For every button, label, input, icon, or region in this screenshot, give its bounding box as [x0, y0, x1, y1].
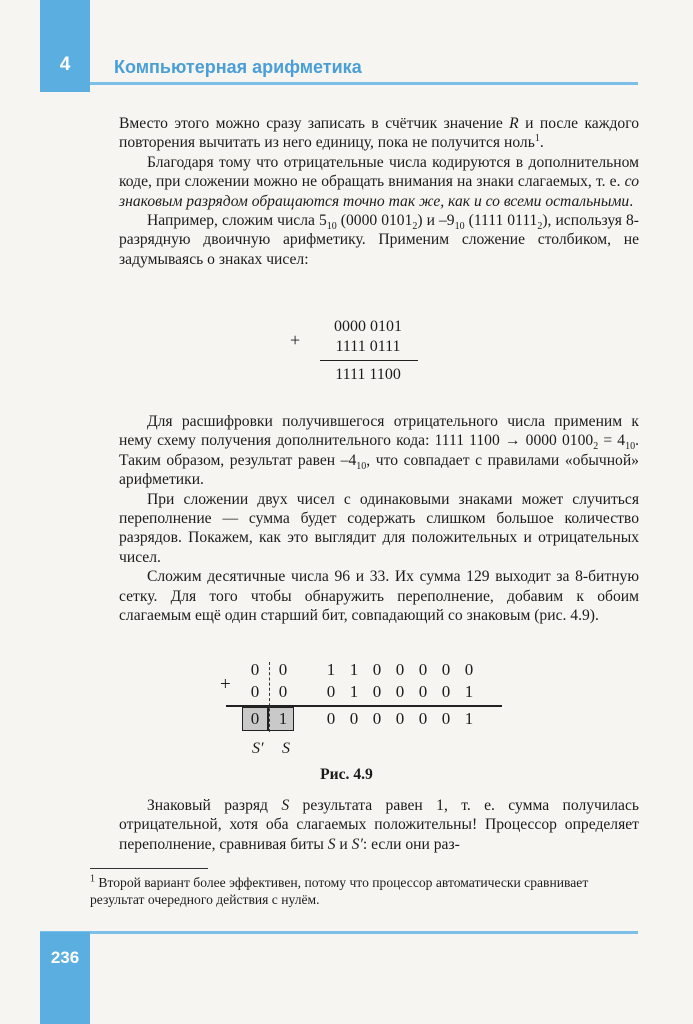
figure-4-9 [220, 660, 510, 760]
footnote [90, 874, 639, 908]
fig-row2-bit: 0 [441, 682, 451, 701]
fig-row2-bit: 1 [349, 682, 359, 701]
page-number-tab [40, 932, 90, 1024]
fig-result-bit: 0 [349, 709, 359, 728]
footnote-mark: 1 [90, 873, 95, 885]
fig-row1-bit: 0 [395, 660, 405, 679]
fig-result-bit: 1 [278, 709, 288, 728]
label-s-prime: S′ [252, 740, 264, 757]
plus-sign: + [220, 674, 231, 695]
addend-2: 1111 0111 [335, 338, 401, 355]
figure-caption: Рис. 4.9 [320, 766, 373, 783]
fig-row1-bit: 0 [441, 660, 451, 679]
fig-row2-bit: 0 [278, 682, 288, 701]
fig-result-bit: 0 [326, 709, 336, 728]
footnote-text: Второй вариант более эффективен, потому что процессор автоматически сравнивает результат очередного действия с нулём. [90, 875, 589, 907]
fig-row2-bit: 0 [250, 682, 260, 701]
fig-row1-bit: 0 [372, 660, 382, 679]
plus-sign: + [290, 330, 301, 350]
fig-row2-bit: 1 [464, 682, 474, 701]
footnote-ref: 1 [534, 133, 540, 145]
chapter-title: Компьютерная арифметика [114, 57, 362, 77]
fig-result-bit: 0 [250, 709, 260, 728]
footnote-divider [90, 868, 208, 869]
sum-result: 1111 1100 [335, 366, 401, 383]
text-block-middle [119, 412, 639, 625]
text-block-top [119, 114, 639, 269]
page-number: 236 [50, 948, 80, 967]
sign-divider [269, 662, 270, 732]
fig-row1-bit: 1 [326, 660, 336, 679]
label-s: S [282, 740, 290, 757]
fig-result-bit: 0 [372, 709, 382, 728]
fig-row1-bit: 1 [349, 660, 359, 679]
fig-result-bit: 0 [418, 709, 428, 728]
sum-line [320, 360, 418, 361]
fig-row1-bit: 0 [250, 660, 260, 679]
fig-row1-bit: 0 [418, 660, 428, 679]
chapter-tab [40, 0, 90, 92]
paragraph-3: Например, сложим числа $5_{10}$ (0000 $0101_2$) и $-9_{10}$ (1111 $0111_2$), используя 8-разрядную двоичную арифметику. Применим сложение столбиком, не задумываясь о знаках чисел: [119, 212, 639, 268]
paragraph-6: Сложим десятичные числа 96 и 33. Их сумма 129 выходит за 8-битную сетку. Для того чтобы обнаружить переполнение, добавим к обоим слагаемым ещё один старший бит, совпадающий со знаковым (рис. 4.9). [119, 568, 639, 625]
fig-result-bit: 0 [395, 709, 405, 728]
fig-row1-bit: 0 [278, 660, 288, 679]
addend-1: 0000 0101 [334, 318, 402, 335]
fig-row2-bit: 0 [395, 682, 405, 701]
paragraph-5: При сложении двух чисел с одинаковыми знаками может случиться переполнение — сумма будет содержать слишком большое количество разрядов. Покажем, как это выглядит для положительных и отрицательных чисел. [119, 490, 639, 566]
paragraph-4: Для расшифровки получившегося отрицательного числа применим к нему схему получения дополнительного кода: 1111 1100 → 0000 $0100_2 = 4_{10}$. Таким образом, результат равен $-4_{10}$, что совпадает с правилами «обычной» арифметики. [119, 413, 640, 489]
chapter-number: 4 [59, 54, 71, 75]
paragraph-1: Вместо этого можно сразу записать в счётчик значение R и после каждого повторения вычитать из него единицу, пока не получится ноль$^1$. [119, 115, 640, 152]
fig-result-bit: 0 [441, 709, 451, 728]
paragraph-7: Знаковый разряд S результата равен 1, т. е. сумма получилась отрицательной, хотя оба слагаемых положительны! Процессор определяет переполнение, сравнивая биты S и S′: если они раз- [119, 797, 639, 853]
fig-result-bit: 1 [464, 709, 474, 728]
fig-row1-bit: 0 [464, 660, 474, 679]
paragraph-2: Благодаря тому что отрицательные числа кодируются в дополнительном коде, при сложении можно не обращать внимания на знаки слагаемых, т. е. со знаковым разрядом обращаются точно так же, как и со всеми остальными. [119, 153, 639, 210]
fig-row2-bit: 0 [418, 682, 428, 701]
header-divider [90, 82, 638, 85]
footer-divider [40, 931, 638, 934]
fig-row2-bit: 0 [372, 682, 382, 701]
text-block-bottom [119, 796, 639, 854]
fig-row2-bit: 0 [326, 682, 336, 701]
